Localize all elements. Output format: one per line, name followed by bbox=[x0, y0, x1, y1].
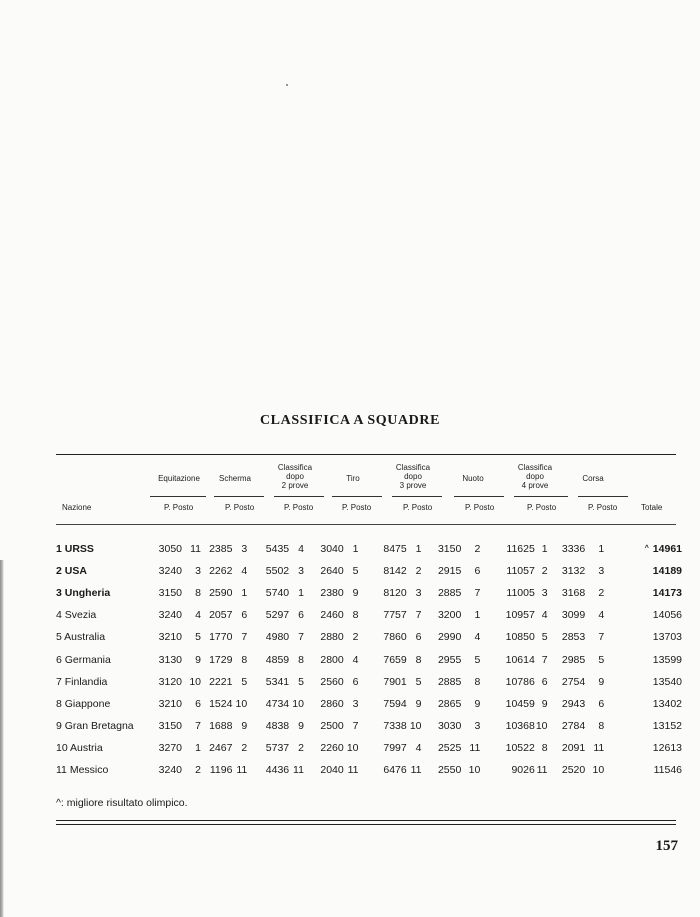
cell-sc-points: 2057 bbox=[209, 609, 233, 622]
cell-c2-place: 1 bbox=[298, 587, 304, 600]
page-speck bbox=[286, 84, 288, 86]
cell-nu-place: 2 bbox=[474, 543, 481, 556]
cell-sc-points: 2590 bbox=[209, 587, 233, 600]
sub-punti: P. bbox=[403, 503, 410, 512]
underline-nuoto bbox=[454, 496, 504, 497]
cell-c2-points: 5341 bbox=[265, 675, 290, 688]
sub-corsa bbox=[588, 503, 617, 512]
cell-c2-points: 5502 bbox=[265, 565, 290, 578]
cell-total bbox=[606, 626, 682, 648]
cell-c4-points: 9026 bbox=[511, 763, 535, 776]
sub-punti: P. bbox=[465, 503, 472, 512]
cell-co-place: 7 bbox=[598, 631, 605, 644]
cell-eq-place: 5 bbox=[195, 631, 202, 644]
cell-c4-place: 9 bbox=[541, 697, 548, 710]
header-classifica-3-line1: Classifica bbox=[395, 463, 431, 472]
row-nation: 4 Svezia bbox=[56, 609, 97, 622]
footer-rule-top bbox=[56, 820, 676, 821]
cell-c4-place: 3 bbox=[541, 587, 548, 600]
cell-eq-points: 3150 bbox=[158, 587, 183, 600]
cell-c3-place: 1 bbox=[415, 543, 422, 556]
cell-c3-place: 2 bbox=[415, 565, 422, 578]
cell-co-points: 3099 bbox=[561, 609, 586, 622]
cell-nu-place: 7 bbox=[474, 587, 481, 600]
cell-eq-points: 3210 bbox=[158, 697, 183, 710]
cell-sc-points: 1688 bbox=[209, 719, 233, 732]
cell-nu-points: 2885 bbox=[437, 675, 462, 688]
sub-punti: P. bbox=[342, 503, 349, 512]
cell-sc-place: 3 bbox=[241, 543, 248, 556]
cell-eq-place: 2 bbox=[195, 763, 202, 776]
header-classifica-3-line3: 3 prove bbox=[399, 481, 427, 490]
total-value: 14961 bbox=[652, 543, 682, 556]
cell-c4-place: 11 bbox=[536, 763, 548, 776]
cell-c3-points: 7757 bbox=[383, 609, 407, 622]
sub-punti: P. bbox=[164, 503, 171, 512]
cell-sc-points: 1524 bbox=[209, 697, 233, 710]
sub-posto: Posto bbox=[411, 503, 433, 512]
cell-c2-points: 5737 bbox=[265, 741, 290, 754]
cell-c3-points: 7997 bbox=[383, 741, 407, 754]
cell-eq-place: 1 bbox=[195, 741, 202, 754]
table-row bbox=[56, 648, 682, 670]
cell-nu-points: 2550 bbox=[437, 763, 462, 776]
cell-ti-place: 8 bbox=[352, 609, 359, 622]
cell-c2-place: 4 bbox=[298, 543, 304, 556]
underline-classifica-3 bbox=[392, 496, 442, 497]
cell-co-place: 1 bbox=[598, 543, 605, 556]
cell-nu-points: 3030 bbox=[437, 719, 462, 732]
table-row bbox=[56, 693, 682, 715]
cell-ti-points: 3040 bbox=[320, 543, 344, 556]
cell-c2-points: 4734 bbox=[265, 697, 290, 710]
cell-ti-place: 10 bbox=[346, 741, 359, 754]
cell-co-place: 3 bbox=[598, 565, 605, 578]
cell-c2-place: 10 bbox=[292, 697, 304, 710]
cell-sc-place: 6 bbox=[241, 609, 248, 622]
cell-eq-place: 9 bbox=[195, 653, 202, 666]
cell-c3-points: 8142 bbox=[383, 565, 407, 578]
cell-ti-place: 7 bbox=[352, 719, 359, 732]
cell-eq-points: 3270 bbox=[158, 741, 183, 754]
cell-ti-points: 2460 bbox=[320, 609, 344, 622]
page-number: 157 bbox=[655, 838, 678, 854]
cell-c2-place: 8 bbox=[298, 653, 304, 666]
header-classifica-3-line2: dopo bbox=[404, 472, 422, 481]
cell-c2-place: 3 bbox=[298, 565, 304, 578]
cell-sc-place: 8 bbox=[241, 653, 248, 666]
total-value: 13152 bbox=[652, 719, 682, 732]
cell-sc-points: 2385 bbox=[209, 543, 233, 556]
footnote: ^: migliore risultato olimpico. bbox=[56, 797, 188, 809]
binding-shadow bbox=[0, 560, 4, 917]
cell-c3-place: 9 bbox=[415, 697, 422, 710]
cell-nu-place: 4 bbox=[474, 631, 481, 644]
row-nation: 7 Finlandia bbox=[56, 675, 108, 688]
header-totale: Totale bbox=[641, 503, 663, 512]
cell-c2-place: 9 bbox=[298, 719, 304, 732]
cell-total bbox=[606, 737, 682, 759]
cell-co-place: 4 bbox=[598, 609, 605, 622]
cell-sc-place: 7 bbox=[241, 631, 248, 644]
cell-c3-place: 7 bbox=[415, 609, 422, 622]
cell-sc-place: 9 bbox=[241, 719, 248, 732]
page-title: CLASSIFICA A SQUADRE bbox=[259, 413, 441, 428]
cell-co-points: 2943 bbox=[561, 697, 586, 710]
sub-posto: Posto bbox=[535, 503, 557, 512]
cell-ti-place: 9 bbox=[352, 587, 359, 600]
sub-tiro bbox=[342, 503, 371, 512]
sub-posto: Posto bbox=[233, 503, 255, 512]
cell-c4-points: 11005 bbox=[506, 587, 535, 600]
sub-classifica-3 bbox=[403, 503, 432, 512]
header-corsa: Corsa bbox=[582, 474, 604, 483]
header-classifica-4 bbox=[506, 463, 564, 490]
cell-sc-place: 4 bbox=[241, 565, 248, 578]
cell-sc-place: 11 bbox=[236, 763, 248, 776]
cell-eq-points: 3130 bbox=[158, 653, 183, 666]
cell-total bbox=[606, 671, 682, 693]
cell-co-place: 2 bbox=[598, 587, 605, 600]
cell-c3-place: 3 bbox=[415, 587, 422, 600]
cell-c3-place: 6 bbox=[415, 631, 422, 644]
cell-co-points: 3132 bbox=[561, 565, 586, 578]
row-nation: 6 Germania bbox=[56, 653, 111, 666]
table-row bbox=[56, 759, 682, 781]
sub-posto: Posto bbox=[292, 503, 314, 512]
cell-c3-points: 7594 bbox=[383, 697, 407, 710]
cell-c4-place: 1 bbox=[541, 543, 548, 556]
cell-co-points: 2853 bbox=[561, 631, 586, 644]
sub-punti: P. bbox=[225, 503, 232, 512]
cell-total bbox=[606, 538, 682, 560]
cell-c4-place: 2 bbox=[541, 565, 548, 578]
cell-c4-points: 10459 bbox=[505, 697, 535, 710]
cell-ti-place: 4 bbox=[352, 653, 359, 666]
cell-co-points: 2520 bbox=[561, 763, 586, 776]
cell-sc-points: 2467 bbox=[209, 741, 233, 754]
cell-eq-place: 3 bbox=[195, 565, 202, 578]
total-value: 14056 bbox=[652, 609, 682, 622]
row-nation: 8 Giappone bbox=[56, 697, 111, 710]
cell-total bbox=[606, 560, 682, 582]
cell-ti-place: 6 bbox=[352, 675, 359, 688]
cell-c3-points: 7659 bbox=[383, 653, 407, 666]
cell-ti-place: 5 bbox=[352, 565, 359, 578]
cell-ti-place: 1 bbox=[352, 543, 359, 556]
cell-nu-place: 5 bbox=[474, 653, 481, 666]
underline-scherma bbox=[214, 496, 264, 497]
cell-co-place: 8 bbox=[598, 719, 605, 732]
header-classifica-4-line2: dopo bbox=[526, 472, 544, 481]
underline-tiro bbox=[332, 496, 382, 497]
total-value: 12613 bbox=[652, 741, 682, 754]
cell-ti-place: 3 bbox=[352, 697, 359, 710]
cell-ti-place: 11 bbox=[347, 763, 359, 776]
cell-c2-place: 2 bbox=[298, 741, 304, 754]
sub-nuoto bbox=[465, 503, 494, 512]
footer-rule bbox=[56, 824, 676, 825]
cell-c4-points: 10522 bbox=[505, 741, 535, 754]
cell-nu-points: 3150 bbox=[437, 543, 462, 556]
cell-co-place: 11 bbox=[593, 741, 605, 754]
cell-co-place: 10 bbox=[592, 763, 605, 776]
cell-sc-points: 1729 bbox=[209, 653, 233, 666]
row-nation: 9 Gran Bretagna bbox=[56, 719, 134, 732]
cell-c2-place: 5 bbox=[298, 675, 304, 688]
cell-eq-points: 3050 bbox=[158, 543, 183, 556]
cell-eq-place: 7 bbox=[195, 719, 202, 732]
cell-co-points: 3336 bbox=[561, 543, 586, 556]
cell-nu-points: 2865 bbox=[437, 697, 462, 710]
cell-c2-points: 5297 bbox=[265, 609, 290, 622]
cell-c2-points: 4859 bbox=[265, 653, 290, 666]
cell-c4-place: 10 bbox=[535, 719, 548, 732]
underline-corsa bbox=[578, 496, 628, 497]
header-classifica-4-line1: Classifica bbox=[517, 463, 553, 472]
cell-nu-points: 2525 bbox=[437, 741, 462, 754]
cell-sc-points: 1196 bbox=[209, 763, 233, 776]
cell-c2-points: 5740 bbox=[265, 587, 290, 600]
cell-co-points: 2754 bbox=[561, 675, 586, 688]
total-value: 13599 bbox=[652, 653, 682, 666]
cell-eq-points: 3210 bbox=[158, 631, 183, 644]
cell-ti-points: 2640 bbox=[320, 565, 344, 578]
cell-ti-points: 2880 bbox=[320, 631, 344, 644]
cell-total bbox=[606, 759, 682, 781]
table-row bbox=[56, 737, 682, 759]
cell-nu-place: 1 bbox=[474, 609, 481, 622]
cell-co-place: 9 bbox=[598, 675, 605, 688]
cell-total bbox=[606, 604, 682, 626]
cell-total bbox=[606, 648, 682, 670]
cell-nu-points: 2990 bbox=[437, 631, 462, 644]
cell-eq-place: 11 bbox=[190, 543, 202, 556]
cell-c2-points: 4838 bbox=[265, 719, 290, 732]
sub-punti: P. bbox=[284, 503, 291, 512]
total-value: 14173 bbox=[652, 587, 682, 600]
cell-c3-place: 8 bbox=[415, 653, 422, 666]
total-value: 14189 bbox=[652, 565, 682, 578]
cell-total bbox=[606, 715, 682, 737]
cell-nu-points: 2955 bbox=[437, 653, 462, 666]
cell-total bbox=[606, 693, 682, 715]
row-nation: 2 USA bbox=[56, 565, 87, 578]
cell-sc-place: 2 bbox=[241, 741, 248, 754]
cell-co-place: 5 bbox=[598, 653, 605, 666]
cell-nu-place: 11 bbox=[469, 741, 481, 754]
cell-sc-points: 1770 bbox=[209, 631, 233, 644]
cell-c2-place: 11 bbox=[293, 763, 304, 776]
cell-eq-points: 3240 bbox=[158, 609, 183, 622]
cell-c3-place: 5 bbox=[415, 675, 422, 688]
header-nazione: Nazione bbox=[62, 503, 92, 512]
header-classifica-2 bbox=[266, 463, 324, 490]
cell-nu-place: 3 bbox=[474, 719, 481, 732]
underline-classifica-4 bbox=[514, 496, 568, 497]
cell-nu-place: 9 bbox=[474, 697, 481, 710]
cell-sc-points: 2262 bbox=[209, 565, 233, 578]
sub-punti: P. bbox=[588, 503, 595, 512]
header-top-rule bbox=[56, 454, 676, 455]
cell-ti-points: 2800 bbox=[320, 653, 344, 666]
cell-c4-points: 11057 bbox=[506, 565, 535, 578]
cell-eq-place: 8 bbox=[195, 587, 202, 600]
table-row bbox=[56, 715, 682, 737]
cell-co-points: 2985 bbox=[561, 653, 586, 666]
sub-scherma bbox=[225, 503, 254, 512]
sub-equitazione bbox=[164, 503, 193, 512]
total-value: 11546 bbox=[653, 763, 682, 776]
sub-classifica-4 bbox=[527, 503, 556, 512]
cell-eq-place: 6 bbox=[195, 697, 202, 710]
cell-nu-place: 6 bbox=[474, 565, 481, 578]
total-value: 13703 bbox=[652, 631, 682, 644]
sub-posto: Posto bbox=[596, 503, 618, 512]
cell-co-points: 3168 bbox=[561, 587, 586, 600]
cell-nu-points: 2915 bbox=[437, 565, 462, 578]
table-row bbox=[56, 582, 682, 604]
cell-nu-points: 2885 bbox=[437, 587, 462, 600]
row-nation: 3 Ungheria bbox=[56, 587, 111, 600]
cell-ti-place: 2 bbox=[352, 631, 359, 644]
cell-c3-points: 7901 bbox=[383, 675, 407, 688]
cell-ti-points: 2040 bbox=[320, 763, 344, 776]
cell-c4-points: 10786 bbox=[505, 675, 535, 688]
sub-classifica-2 bbox=[284, 503, 313, 512]
header-classifica-2-line2: dopo bbox=[286, 472, 304, 481]
row-nation: 5 Australia bbox=[56, 631, 106, 644]
cell-ti-points: 2560 bbox=[320, 675, 344, 688]
cell-c3-points: 7860 bbox=[383, 631, 407, 644]
cell-c4-points: 10850 bbox=[505, 631, 535, 644]
row-nation: 11 Messico bbox=[56, 763, 109, 776]
header-scherma: Scherma bbox=[218, 474, 251, 483]
cell-eq-points: 3240 bbox=[158, 565, 183, 578]
cell-c2-place: 7 bbox=[298, 631, 304, 644]
cell-c3-place: 4 bbox=[415, 741, 422, 754]
cell-sc-place: 10 bbox=[235, 697, 248, 710]
cell-nu-points: 3200 bbox=[437, 609, 462, 622]
cell-c3-points: 7338 bbox=[383, 719, 407, 732]
cell-c3-place: 10 bbox=[409, 719, 422, 732]
table-row bbox=[56, 538, 682, 560]
sub-posto: Posto bbox=[473, 503, 495, 512]
header-tiro: Tiro bbox=[346, 474, 360, 483]
cell-sc-place: 5 bbox=[241, 675, 248, 688]
header-classifica-2-line1: Classifica bbox=[277, 463, 313, 472]
cell-eq-points: 3150 bbox=[158, 719, 183, 732]
table-row bbox=[56, 560, 682, 582]
cell-nu-place: 10 bbox=[468, 763, 481, 776]
cell-c2-points: 4436 bbox=[265, 763, 290, 776]
cell-ti-points: 2380 bbox=[320, 587, 344, 600]
cell-ti-points: 2260 bbox=[320, 741, 344, 754]
header-nuoto: Nuoto bbox=[462, 474, 484, 483]
table-row bbox=[56, 671, 682, 693]
table-row bbox=[56, 626, 682, 648]
cell-c3-place: 11 bbox=[410, 763, 422, 776]
cell-c4-place: 7 bbox=[541, 653, 548, 666]
cell-c2-place: 6 bbox=[298, 609, 304, 622]
sub-punti: P. bbox=[527, 503, 534, 512]
cell-nu-place: 8 bbox=[474, 675, 481, 688]
cell-c4-place: 5 bbox=[541, 631, 548, 644]
cell-c4-place: 6 bbox=[541, 675, 548, 688]
cell-c4-place: 8 bbox=[541, 741, 548, 754]
cell-c3-points: 8475 bbox=[383, 543, 407, 556]
table-row bbox=[56, 604, 682, 626]
cell-sc-points: 2221 bbox=[209, 675, 233, 688]
cell-c4-points: 10957 bbox=[505, 609, 535, 622]
cell-co-place: 6 bbox=[598, 697, 605, 710]
cell-eq-place: 10 bbox=[189, 675, 202, 688]
cell-ti-points: 2860 bbox=[320, 697, 344, 710]
cell-c2-points: 4980 bbox=[265, 631, 290, 644]
cell-eq-place: 4 bbox=[195, 609, 202, 622]
sub-posto: Posto bbox=[350, 503, 372, 512]
cell-co-points: 2784 bbox=[561, 719, 586, 732]
total-value: 13540 bbox=[652, 675, 682, 688]
cell-ti-points: 2500 bbox=[320, 719, 344, 732]
header-classifica-2-line3: 2 prove bbox=[281, 481, 309, 490]
cell-sc-place: 1 bbox=[241, 587, 248, 600]
cell-co-points: 2091 bbox=[561, 741, 586, 754]
cell-c3-points: 6476 bbox=[383, 763, 407, 776]
underline-classifica-2 bbox=[274, 496, 324, 497]
results-table bbox=[56, 538, 682, 781]
header-classifica-3 bbox=[384, 463, 442, 490]
cell-eq-points: 3240 bbox=[158, 763, 183, 776]
cell-c4-points: 10614 bbox=[505, 653, 535, 666]
sub-posto: Posto bbox=[172, 503, 194, 512]
row-nation: 10 Austria bbox=[56, 741, 103, 754]
header-equitazione: Equitazione bbox=[158, 474, 200, 483]
header-bottom-rule bbox=[56, 524, 676, 525]
row-nation: 1 URSS bbox=[56, 543, 94, 556]
cell-total bbox=[606, 582, 682, 604]
header-classifica-4-line3: 4 prove bbox=[521, 481, 549, 490]
total-value: 13402 bbox=[652, 697, 682, 710]
olympic-record-mark: ^ bbox=[644, 545, 649, 553]
cell-c4-points: 10368 bbox=[505, 719, 535, 732]
cell-c3-points: 8120 bbox=[383, 587, 407, 600]
cell-c4-place: 4 bbox=[541, 609, 548, 622]
cell-c2-points: 5435 bbox=[265, 543, 290, 556]
underline-equitazione bbox=[150, 496, 206, 497]
cell-eq-points: 3120 bbox=[158, 675, 183, 688]
cell-c4-points: 11625 bbox=[506, 543, 535, 556]
